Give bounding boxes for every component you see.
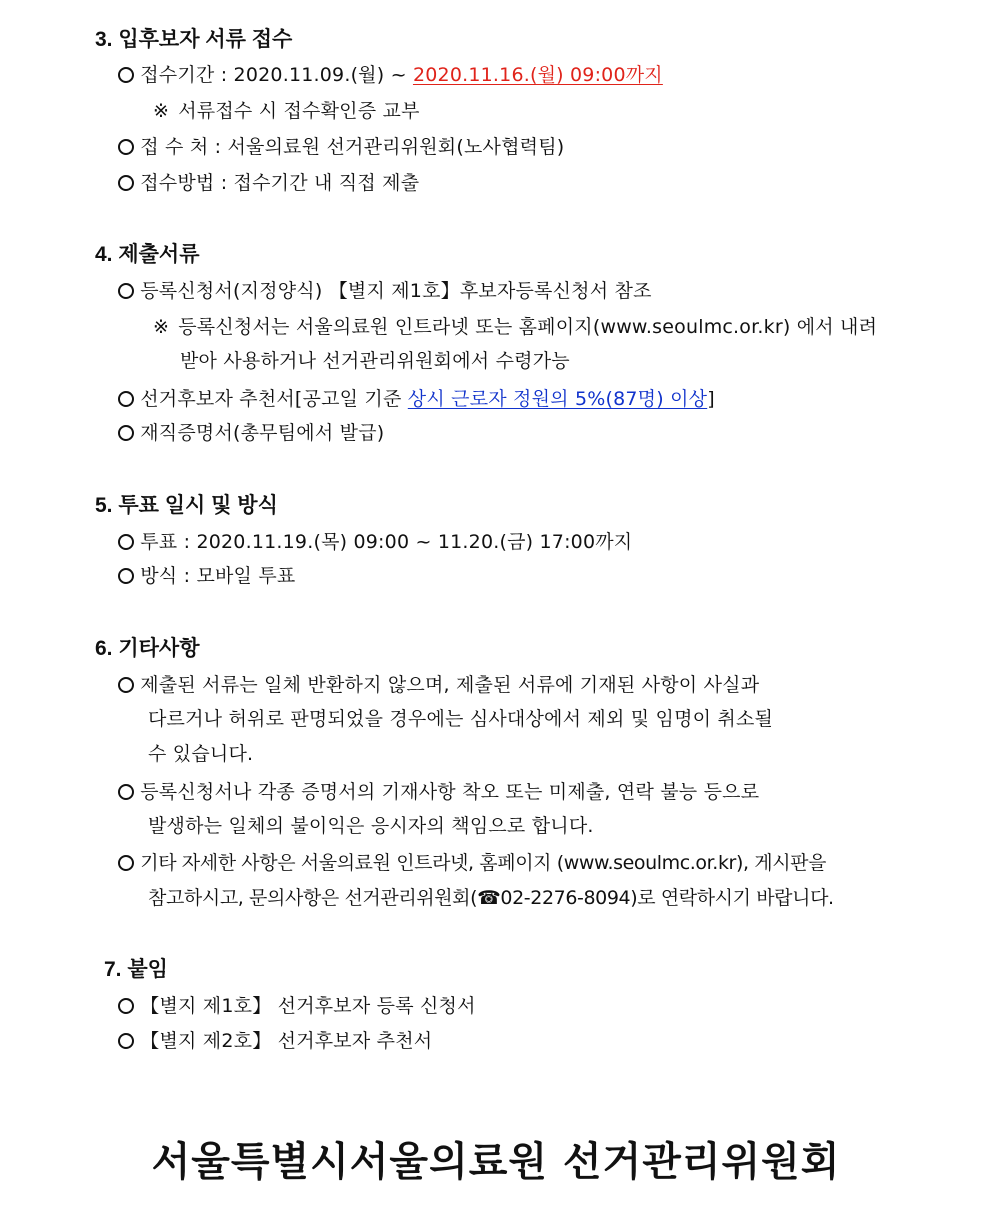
- section-4-heading: 4. 제출서류: [95, 243, 200, 266]
- circle-bullet-icon: [118, 1033, 134, 1049]
- section-3-line-4: [118, 168, 419, 198]
- place-text: 접 수 처 : 서울의료원 선거관리위원회(노사협력팀): [140, 136, 565, 158]
- item-text-continued: 수 있습니다.: [148, 743, 254, 765]
- section-3-line-1: [118, 60, 663, 90]
- certificate-text: 재직증명서(총무팀에서 발급): [140, 422, 385, 444]
- method-text: 접수방법 : 접수기간 내 직접 제출: [140, 172, 420, 194]
- section-6-line-7: [148, 883, 834, 913]
- section-5-line-1: [118, 527, 632, 557]
- note-text: 서류접수 시 접수확인증 교부: [178, 100, 420, 122]
- item-text-continued: 참고하시고, 문의사항은 선거관리위원회(☎02-2276-8094)로 연락하시기 바랍니다.: [148, 887, 834, 909]
- form-text: 등록신청서(지정양식) 【별지 제1호】후보자등록신청서 참조: [140, 280, 652, 302]
- reference-mark-icon: ※: [152, 316, 170, 338]
- section-4-line-3: [180, 346, 570, 376]
- recommendation-label: 선거후보자 추천서[공고일 기준: [140, 388, 408, 410]
- section-3-heading: 3. 입후보자 서류 접수: [95, 28, 293, 51]
- circle-bullet-icon: [118, 998, 134, 1014]
- section-4-line-2: [150, 312, 877, 342]
- circle-bullet-icon: [118, 425, 134, 441]
- vote-method-text: 방식 : 모바일 투표: [140, 565, 296, 587]
- section-6-line-5: [148, 811, 594, 841]
- section-6-heading: 6. 기타사항: [95, 637, 200, 660]
- item-text: 기타 자세한 사항은 서울의료원 인트라넷, 홈페이지 (www.seoulmc.or.kr), 게시판을: [140, 852, 827, 874]
- section-5-heading: 5. 투표 일시 및 방식: [95, 494, 278, 517]
- circle-bullet-icon: [118, 139, 134, 155]
- section-6-line-1: [118, 670, 759, 700]
- section-4-line-4: [118, 384, 715, 414]
- section-7-heading: 7. 붙임: [104, 958, 168, 981]
- issuer-name: 서울특별시서울의료원 선거관리위원회: [151, 1139, 841, 1185]
- section-6-line-2: [148, 704, 773, 734]
- attachment-2: 【별지 제2호】 선거후보자 추천서: [140, 1030, 433, 1052]
- section-7-line-1: [118, 991, 476, 1021]
- circle-bullet-icon: [118, 534, 134, 550]
- item-text-continued: 발생하는 일체의 불이익은 응시자의 책임으로 합니다.: [148, 815, 594, 837]
- bracket-close: ]: [707, 388, 715, 410]
- circle-bullet-icon: [118, 283, 134, 299]
- section-6-line-4: [118, 777, 759, 807]
- circle-bullet-icon: [118, 677, 134, 693]
- item-text: 등록신청서나 각종 증명서의 기재사항 착오 또는 미제출, 연락 불능 등으로: [140, 781, 760, 803]
- circle-bullet-icon: [118, 391, 134, 407]
- note-text-continued: 받아 사용하거나 선거관리위원회에서 수령가능: [180, 350, 570, 372]
- circle-bullet-icon: [118, 568, 134, 584]
- section-7-line-2: [118, 1026, 432, 1056]
- note-text: 등록신청서는 서울의료원 인트라넷 또는 홈페이지(www.seoulmc.or.kr) 에서 내려: [178, 316, 878, 338]
- section-5-line-2: [118, 561, 295, 591]
- circle-bullet-icon: [118, 175, 134, 191]
- period-label: 접수기간 : 2020.11.09.(월) ~: [140, 64, 413, 86]
- reference-mark-icon: ※: [152, 100, 170, 122]
- section-4-line-1: [118, 276, 652, 306]
- item-text: 제출된 서류는 일체 반환하지 않으며, 제출된 서류에 기재된 사항이 사실과: [140, 674, 760, 696]
- circle-bullet-icon: [118, 784, 134, 800]
- section-3-line-2: [150, 96, 420, 126]
- section-6-line-6: [118, 848, 826, 878]
- item-text-continued: 다르거나 허위로 판명되었을 경우에는 심사대상에서 제외 및 임명이 취소될: [148, 708, 774, 730]
- vote-period-text: 투표 : 2020.11.19.(목) 09:00 ~ 11.20.(금) 17:00까지: [140, 531, 633, 553]
- circle-bullet-icon: [118, 67, 134, 83]
- attachment-1: 【별지 제1호】 선거후보자 등록 신청서: [140, 995, 476, 1017]
- section-4-line-5: [118, 418, 384, 448]
- section-3-line-3: [118, 132, 564, 162]
- quota-highlight: 상시 근로자 정원의 5%(87명) 이상: [407, 388, 708, 410]
- section-6-line-3: [148, 739, 253, 769]
- circle-bullet-icon: [118, 855, 134, 871]
- deadline-highlight: 2020.11.16.(월) 09:00까지: [412, 64, 663, 86]
